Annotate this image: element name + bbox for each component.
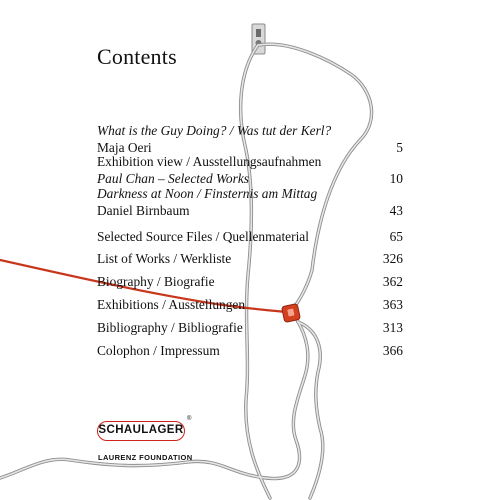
foundation-name: LAURENZ FOUNDATION <box>98 453 193 462</box>
toc-entry-title: Exhibition view / Ausstellungsaufnahmen <box>97 154 322 169</box>
toc-page-number: 65 <box>389 229 403 244</box>
toc-entry <box>97 296 403 313</box>
toc-entry <box>97 228 403 245</box>
toc-page-number: 326 <box>382 251 403 266</box>
toc-entry <box>97 319 403 336</box>
toc-entry <box>97 250 403 267</box>
toc-entry-title: Darkness at Noon / Finsternis am Mittag <box>97 186 318 201</box>
grey-cords <box>0 44 372 498</box>
schaulager-logo: SCHAULAGER <box>97 421 185 441</box>
toc-page-number: 362 <box>382 274 403 289</box>
toc-page-number: 366 <box>382 343 403 358</box>
toc-page-number: 363 <box>382 297 403 312</box>
toc-page-number: 313 <box>382 320 403 335</box>
registered-mark: ® <box>187 416 192 422</box>
toc-entry-author: Maja Oeri <box>97 140 152 155</box>
toc-entry-title: Exhibitions / Ausstellungen <box>97 297 246 312</box>
toc-entry-title: Bibliography / Bibliografie <box>97 320 243 335</box>
toc-entry-subtitle: Paul Chan – Selected Works <box>97 171 249 186</box>
toc-entry <box>97 273 403 290</box>
toc-entry-title: Colophon / Impressum <box>97 343 220 358</box>
toc-entry-title: List of Works / Werkliste <box>97 251 232 266</box>
toc-entry <box>97 342 403 359</box>
toc-page-number: 10 <box>389 171 403 186</box>
toc-entry-author: Daniel Birnbaum <box>97 203 190 218</box>
toc-entry-title: Biography / Biografie <box>97 274 215 289</box>
toc-entry <box>97 153 403 187</box>
toc-page-number: 5 <box>396 140 403 155</box>
toc-entry <box>97 122 403 156</box>
toc-entry <box>97 185 403 219</box>
toc-entry-title: What is the Guy Doing? / Was tut der Kerl? <box>97 123 332 138</box>
page-title: Contents <box>97 44 177 69</box>
toc-entry-title: Selected Source Files / Quellenmaterial <box>97 229 309 244</box>
toc-page-number: 43 <box>389 203 403 218</box>
